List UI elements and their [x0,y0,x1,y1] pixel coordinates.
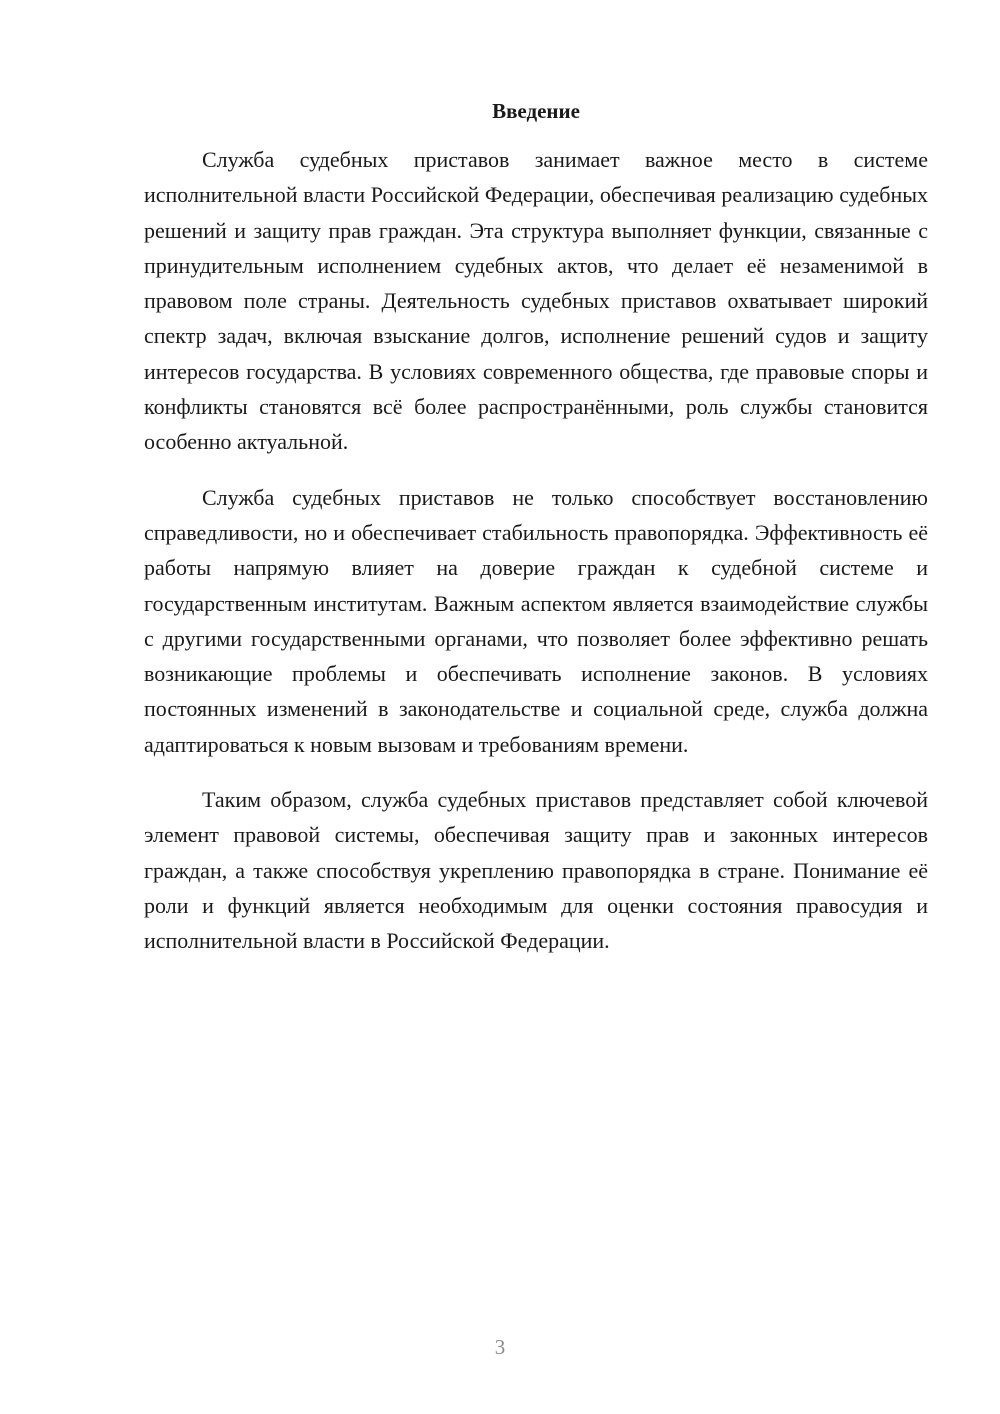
body-text [144,142,928,979]
paragraph-2: Служба судебных приставов не только способствует восстановлению справедливости, но и обеспечивает стабильность правопорядка. Эффективность её работы напрямую влияет на доверие граждан к судебной системе и государственным институтам. Важным аспектом является взаимодействие службы с другими государственными органами, что позволяет более эффективно решать возникающие проблемы и обеспечивать исполнение законов. В условиях постоянных изменений в законодательстве и социальной среде, служба должна адаптироваться к новым вызовам и требованиям времени. [144,484,928,757]
page-number: 3 [494,1335,506,1359]
paragraph-1: Служба судебных приставов занимает важное место в системе исполнительной власти Российской Федерации, обеспечивая реализацию судебных решений и защиту прав граждан. Эта структура выполняет функции, связанные с принудительным исполнением судебных актов, что делает её незаменимой в правовом поле страны. Деятельность судебных приставов охватывает широкий спектр задач, включая взыскание долгов, исполнение решений судов и защиту интересов государства. В условиях современного общества, где правовые споры и конфликты становятся всё более распространёнными, роль службы становится особенно актуальной. [144,147,928,455]
paragraph-3: Таким образом, служба судебных приставов представляет собой ключевой элемент правовой системы, обеспечивая защиту прав и законных интересов граждан, а также способствуя укреплению правопорядка в стране. Понимание её роли и функций является необходимым для оценки состояния правосудия и исполнительной власти в Российской Федерации. [144,787,928,954]
section-heading: Введение [492,99,580,123]
